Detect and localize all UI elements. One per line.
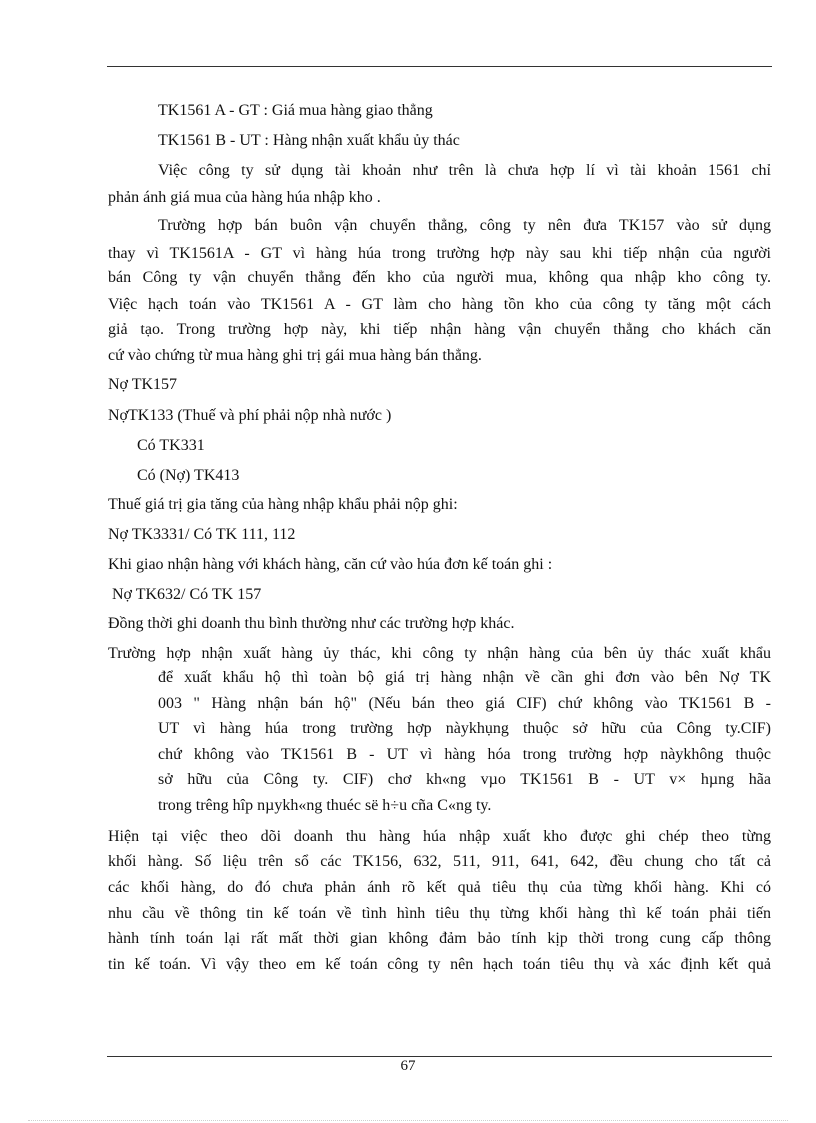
text-line: NợTK133 (Thuế và phí phải nộp nhà nước ) [108, 407, 392, 424]
text-line: Hiện tại việc theo dõi doanh thu hàng húa nhập xuất kho được ghi chép theo từng [108, 828, 771, 845]
text-line: hành tính toán lại rất mất thời gian không đảm bảo tính kịp thời trong cung cấp thông [108, 930, 771, 947]
text-line: khối hàng. Số liệu trên sổ các TK156, 632, 511, 911, 641, 642, đều chung cho tất cả [108, 853, 771, 870]
text-line: TK1561 B - UT : Hàng nhận xuất khẩu ủy thác [158, 132, 460, 149]
text-line: Nợ TK632/ Có TK 157 [112, 586, 262, 603]
text-line: Việc hạch toán vào TK1561 A - GT làm cho hàng tồn kho của công ty tăng một cách [108, 296, 771, 313]
text-line: Thuế giá trị gia tăng của hàng nhập khẩu phải nộp ghi: [108, 496, 458, 513]
text-line: chứ không vào TK1561 B - UT vì hàng hóa trong trường hợp nàykhông thuộc [158, 746, 771, 763]
text-line: UT vì hàng húa trong trường hợp nàykhụng thuộc sở hữu của Công ty.CIF) [158, 720, 771, 737]
text-line: Nợ TK3331/ Có TK 111, 112 [108, 526, 296, 543]
text-line: bán Công ty vận chuyển thẳng đến kho của người mua, không qua nhập kho công ty. [108, 269, 771, 286]
text-line: các khối hàng, do đó chưa phản ánh rõ kết quả tiêu thụ của từng khối hàng. Khi có [108, 879, 771, 896]
text-line: giả tạo. Trong trường hợp này, khi tiếp nhận hàng vận chuyển thẳng cho khách căn [108, 321, 771, 338]
text-line: 003 " Hàng nhận bán hộ" (Nếu bán theo giá CIF) chứ không vào TK1561 B - [158, 695, 771, 712]
text-line: cứ vào chứng từ mua hàng ghi trị gái mua hàng bán thẳng. [108, 347, 482, 364]
text-line: phản ánh giá mua của hàng húa nhập kho . [108, 189, 381, 206]
text-line: Khi giao nhận hàng với khách hàng, căn cứ vào húa đơn kế toán ghi : [108, 556, 553, 573]
text-line: sở hữu của Công ty. CIF) chơ kh«ng vµo TK1561 B - UT v× hµng hãa [158, 771, 771, 788]
text-line: Có TK331 [137, 437, 205, 454]
text-line: Có (Nợ) TK413 [137, 467, 240, 484]
header-rule [107, 66, 772, 67]
page-number: 67 [400, 1058, 416, 1074]
footer-rule [107, 1056, 772, 1057]
text-line: Đồng thời ghi doanh thu bình thường như các trường hợp khác. [108, 615, 515, 632]
text-line: tin kế toán. Vì vậy theo em kế toán công ty nên hạch toán tiêu thụ và xác định kết quả [108, 956, 771, 973]
text-line: Nợ TK157 [108, 376, 178, 393]
text-line: Trường hợp bán buôn vận chuyển thẳng, công ty nên đưa TK157 vào sử dụng [158, 217, 771, 234]
text-line: Việc công ty sử dụng tài khoản như trên là chưa hợp lí vì tài khoản 1561 chỉ [158, 162, 771, 179]
text-line: để xuất khẩu hộ thì toàn bộ giá trị hàng nhận về cần ghi đơn vào bên Nợ TK [158, 669, 771, 686]
text-line: Trường hợp nhận xuất hàng ủy thác, khi công ty nhận hàng của bên ủy thác xuất khẩu [108, 645, 771, 662]
text-line: nhu cầu về thông tin kế toán về tình hình tiêu thụ từng khối hàng thì kế toán phải tiến [108, 905, 771, 922]
text-line: trong trêng hîp nµykh«ng thuéc së h÷u cña C«ng ty. [158, 797, 492, 814]
page-edge-divider [28, 1120, 788, 1121]
text-line: TK1561 A - GT : Giá mua hàng giao thẳng [158, 102, 433, 119]
text-line: thay vì TK1561A - GT vì hàng húa trong trường hợp này sau khi tiếp nhận của người [108, 245, 771, 262]
